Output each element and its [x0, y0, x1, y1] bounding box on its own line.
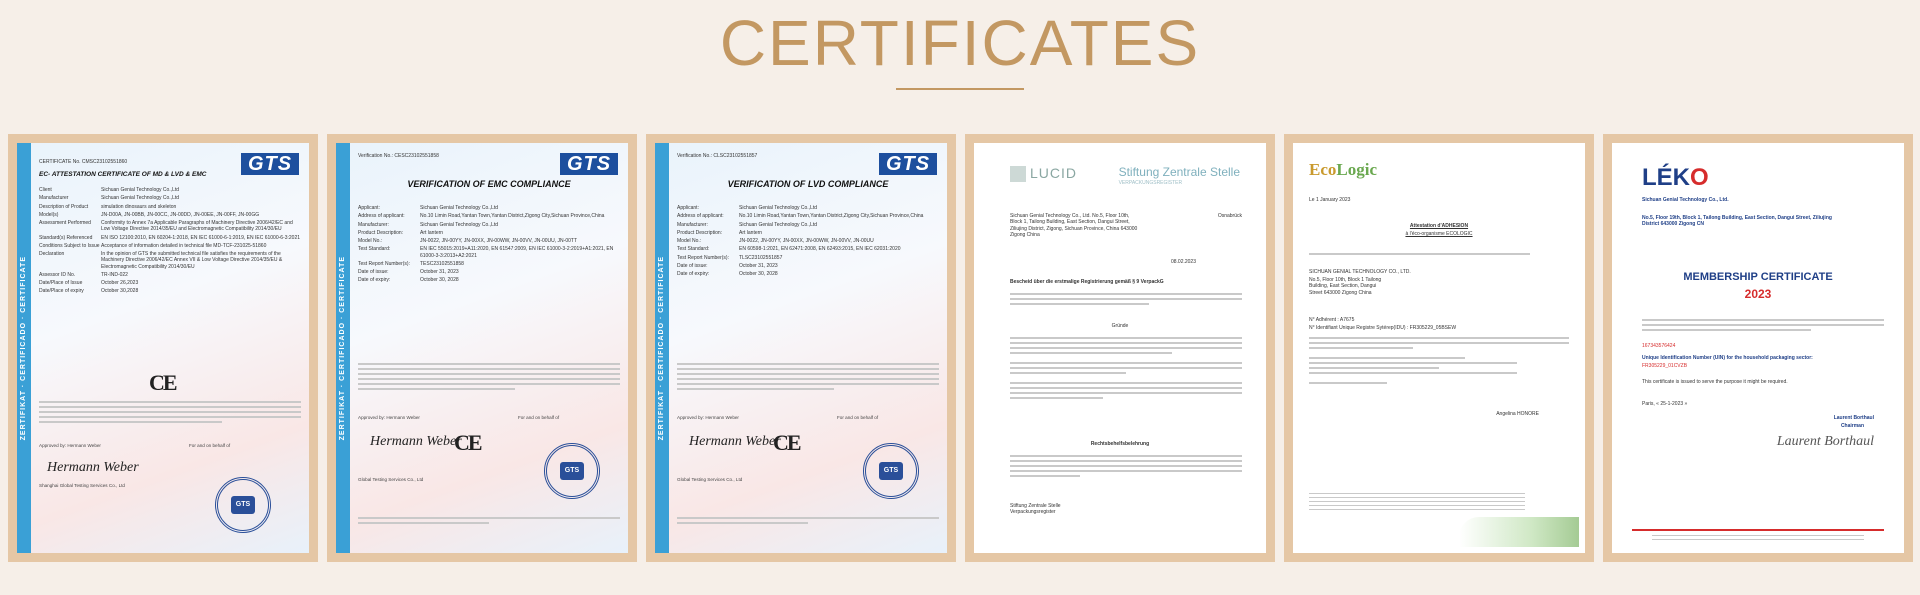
approved-by: Approved by: Hermann Weber [358, 415, 420, 420]
zentrale-stelle-logo [1119, 165, 1240, 186]
certificate-card-emc[interactable] [327, 134, 637, 562]
letter-closing: Stiftung Zentrale Stelle Verpackungsregister [1010, 503, 1061, 516]
certificate-fields [39, 187, 301, 297]
certificate-number: CERTIFICATE No. CMSC23102551860 [39, 159, 128, 165]
signer-name: Laurent Borthaul [1833, 415, 1874, 421]
ecologic-logo [1309, 159, 1377, 180]
field-label: Date of issue: [358, 269, 389, 275]
field-label: Manufacturer: [677, 221, 708, 228]
field-value: No.10 Limin Road,Yantan Town,Yantan District,Zigong City,Sichuan Province,China [739, 213, 924, 220]
letter-reasons-lines [1010, 337, 1242, 402]
certificate-heading: VERIFICATION OF EMC COMPLIANCE [407, 179, 571, 189]
field-label: Model No.: [677, 238, 702, 244]
for-behalf-label: For and on behalf of [837, 415, 879, 420]
section-heading: Gründe [1111, 323, 1129, 329]
body-text-lines [39, 401, 301, 426]
field-value: October 26,2023 [101, 280, 139, 286]
field-label: Address of applicant: [677, 213, 724, 220]
signature-image: Hermann Weber [689, 434, 781, 449]
gts-logo: GTS [241, 153, 299, 175]
recipient-address: Sichuan Genial Technology Co., Ltd. No.5, Floor 10th, Block 1, Tailong Building, East Section, Dangui Street, Ziliujing District, Zigong, Sichuan Province, China 643000 Zigong China [1010, 213, 1138, 238]
zentrale-stelle-name: Stiftung Zentrale Stelle [1118, 165, 1240, 179]
page-header [0, 0, 1920, 100]
ce-mark: CE [149, 370, 176, 395]
field-value: October 30, 2028 [420, 277, 459, 284]
footnote-lines [1309, 493, 1525, 513]
attestation-heading: Attestation d'ADHESION [1409, 223, 1469, 229]
zentrale-stelle-subtitle: VERPACKUNGSREGISTER [1118, 180, 1183, 186]
lucid-logo-mark [1010, 166, 1026, 182]
page-title: CERTIFICATES [719, 7, 1201, 79]
footer-text-lines [677, 517, 939, 527]
signature-image: Hermann Weber [370, 434, 462, 449]
field-value: Art lantern [420, 229, 444, 236]
leaves-decoration [1459, 517, 1579, 547]
body-text-lines [677, 363, 939, 393]
field-value: TR-IND-022 [101, 271, 128, 278]
field-label: Date/Place of expiry [39, 288, 84, 295]
approved-by: Approved by: Hermann Weber [39, 443, 101, 448]
certificate-side-band [655, 143, 669, 553]
issuer-name: Shanghai Global Testing Services Co., Ltd [39, 483, 125, 488]
footer-red-line [1632, 529, 1884, 531]
approved-by: Approved by: Hermann Weber [677, 415, 739, 420]
field-label: Test Report Number(s): [677, 254, 729, 261]
certificate-side-band [17, 143, 31, 553]
footer-text-lines [358, 517, 620, 527]
issuer-name: Global Testing Services Co., Ltd [677, 477, 743, 482]
field-value: JN-D00A, JN-00BB, JN-00CC, JN-00DD, JN-00EE, JN-00FF, JN-00GG [101, 211, 260, 218]
field-label: Date of expiry: [358, 277, 391, 284]
certificate-purpose: This certificate is issued to serve the purpose it might be required. [1642, 379, 1788, 385]
membership-year: 2023 [1744, 287, 1772, 301]
body-text-lines [358, 363, 620, 393]
leko-logo [1642, 163, 1709, 193]
field-label: Test Report Number(s): [358, 260, 410, 267]
ce-mark: CE [454, 430, 481, 455]
field-value: October 30, 2028 [739, 271, 778, 277]
field-value: Sichuan Genial Technology Co.,Ltd [101, 195, 180, 202]
field-label: Manufacturer: [358, 221, 389, 228]
ecologic-logo-main: Eco [1309, 160, 1337, 179]
field-label: Declaration [39, 251, 65, 257]
certificate-paper [655, 143, 947, 553]
field-label: Standard(s) Referenced [39, 234, 93, 241]
certificate-card-ecologic[interactable] [1284, 134, 1594, 562]
field-value: In the opinion of GTS the submitted technical file satisfies the requirements of the Machinery Directive 2006/42/EC Annex VII & Low Voltage Directive 2014/35/EU & Electromagnetic Compatibility 2014/30/EU [101, 251, 283, 270]
gts-logo: GTS [560, 153, 618, 175]
certificate-heading: EC- ATTESTATION CERTIFICATE OF MD & LVD & EMC [39, 171, 207, 178]
certificate-card-lvd[interactable] [646, 134, 956, 562]
gts-logo: GTS [879, 153, 937, 175]
field-value: TLSC23102551857 [739, 254, 783, 261]
leko-logo-main: LÉK [1642, 164, 1690, 191]
field-label: Address of applicant: [358, 213, 405, 220]
certificate-paper [336, 143, 628, 553]
field-value: October 31, 2023 [739, 262, 778, 269]
field-label: Applicant: [358, 205, 380, 211]
verification-number: Verification No.: CLSC23102551857 [677, 153, 758, 159]
field-label: Date/Place of Issue [39, 280, 83, 286]
certificate-fields [677, 205, 939, 279]
field-label: Conditions Subject to Issue [39, 242, 100, 249]
field-value: Sichuan Genial Technology Co.,Ltd [739, 205, 818, 211]
certificate-fields [358, 205, 620, 286]
signature-image: Hermann Weber [47, 460, 139, 475]
field-value: JN-0022, JN-00YY, JN-00XX, JN-00WW, JN-00VV, JN-00UU [739, 238, 874, 244]
letter-city: Osnabrück [1217, 213, 1242, 219]
field-label: Description of Product [39, 203, 89, 210]
letter-paper [1612, 143, 1904, 553]
field-value: Acceptance of information detailed in technical file MD-TCF-231025-51860 [101, 242, 267, 249]
field-label: Test Standard: [358, 246, 391, 253]
footer-text-lines [1652, 535, 1864, 543]
signer-title: Chairman [1840, 423, 1864, 429]
body-text-lines [1642, 319, 1884, 334]
field-label: Assessment Performed [39, 220, 91, 226]
member-number: N° Adhérent : A7675 [1309, 317, 1355, 323]
field-value: Art lantern [739, 229, 763, 236]
company-address: No.5, Floor 10th, Block 1 Tailong Building, East Section, Dangui Street 643000 Zigong China [1309, 277, 1382, 296]
for-behalf-label: For and on behalf of [189, 443, 231, 448]
lucid-logo-text: LUCID [1030, 165, 1078, 181]
uin-value: FR305229_01CVZB [1642, 363, 1688, 369]
attestation-subheading: à l'éco-organisme ECOLOGIC [1405, 231, 1473, 237]
field-value: Conformity to Annex 7a Applicable Paragraphs of Machinery Directive 2006/42/EC and Low Voltage Directive 2014/35/EU and Electromagnetic Compatibility 2014/30/EU [101, 220, 293, 233]
ecologic-logo-accent: Logic [1336, 160, 1377, 179]
field-value: Sichuan Genial Technology Co.,Ltd [739, 221, 818, 228]
letter-paper [974, 143, 1266, 553]
legal-remedy-heading: Rechtsbehelfsbelehrung [1090, 441, 1150, 447]
membership-number: 167343576424 [1642, 343, 1676, 349]
side-band-text: ZERTIFIKAT · CERTIFICADO · CERTIFICATE [657, 255, 665, 441]
field-label: Applicant: [677, 205, 699, 211]
field-value: EN IEC 55015:2019+A11:2020, EN 61547:2009, EN IEC 61000-3-2:2019+A1:2021, EN 61000-3-3:2013+A2:2021 [420, 246, 614, 259]
title-underline [896, 88, 1024, 90]
field-value: simulation dinosaurs and skeleton [101, 203, 177, 210]
place-date: Paris, « 25-1-2023 » [1642, 401, 1688, 407]
gts-seal: GTS [215, 477, 271, 533]
letter-date: Le 1 January 2023 [1309, 197, 1351, 203]
certificate-card-ce-attestation[interactable] [8, 134, 318, 562]
field-value: JN-0022, JN-00YY, JN-00XX, JN-00WW, JN-00VV, JN-00UU, JN-00TT [420, 238, 577, 244]
field-label: Model(s) [39, 211, 59, 218]
field-label: Date of issue: [677, 262, 708, 269]
field-value: October 30,2028 [101, 288, 139, 295]
field-value: TESC23102551858 [420, 260, 464, 267]
certificate-heading: VERIFICATION OF LVD COMPLIANCE [727, 179, 889, 189]
field-label: Client [39, 187, 52, 193]
letter-date: 08.02.2023 [1170, 259, 1196, 265]
unique-identifier: N° Identifiant Unique Registre Sytérep(IDU) : FR305229_05BSEW [1309, 325, 1457, 331]
field-label: Product Description: [358, 229, 404, 236]
ce-mark: CE [773, 430, 800, 455]
field-value: Sichuan Genial Technology Co.,Ltd [420, 205, 499, 211]
field-value: Sichuan Genial Technology Co.,Ltd [420, 221, 499, 228]
company-name: SICHUAN GENIAL TECHNOLOGY CO., LTD. [1309, 269, 1411, 275]
certificate-side-band [336, 143, 350, 553]
field-label: Assessor ID No. [39, 271, 76, 278]
letter-legal-lines [1010, 455, 1242, 480]
lucid-logo [1010, 165, 1077, 183]
field-value: EN ISO 12100:2010, EN 60204-1:2018, EN IEC 61000-6-1:2019, EN IEC 61000-6-3:2021 [101, 234, 301, 241]
field-value: Sichuan Genial Technology Co.,Ltd [101, 187, 180, 193]
uin-label: Unique Identification Number (UIN) for the household packaging sector: [1642, 355, 1813, 361]
certificate-paper [17, 143, 309, 553]
certificate-card-lucid-registration[interactable] [965, 134, 1275, 562]
body-text-lines [1309, 337, 1569, 387]
field-label: Model No.: [358, 238, 383, 244]
certificate-gallery [8, 134, 1912, 562]
certificate-card-leko-membership[interactable] [1603, 134, 1913, 562]
field-label: Test Standard: [677, 246, 710, 253]
issuer-name: Global Testing Services Co., Ltd [358, 477, 424, 482]
verification-number: Verification No.: CESC23102551858 [358, 153, 439, 159]
intro-text-lines [1309, 253, 1569, 258]
field-label: Product Description: [677, 229, 723, 236]
membership-title: MEMBERSHIP CERTIFICATE [1683, 271, 1833, 283]
gts-seal: GTS [544, 443, 600, 499]
signature-image: Laurent Borthaul [1776, 434, 1874, 449]
field-value: No.10 Limin Road,Yantan Town,Yantan District,Zigong City,Sichuan Province,China [420, 213, 605, 220]
field-label: Date of expiry: [677, 271, 710, 277]
side-band-text: ZERTIFIKAT · CERTIFICADO · CERTIFICATE [338, 255, 346, 441]
company-name: Sichuan Genial Technology Co., Ltd. [1642, 197, 1729, 203]
letter-body-lines [1010, 293, 1242, 308]
side-band-text: ZERTIFIKAT · CERTIFICADO · CERTIFICATE [19, 255, 27, 441]
signer-name: Angelina HONORE [1496, 411, 1539, 417]
leko-logo-accent: O [1690, 164, 1709, 191]
field-label: Manufacturer [39, 195, 69, 202]
gts-seal: GTS [863, 443, 919, 499]
letter-subject: Bescheid über die erstmalige Registrierung gemäß § 9 VerpackG [1010, 279, 1164, 285]
letter-paper [1293, 143, 1585, 553]
for-behalf-label: For and on behalf of [518, 415, 560, 420]
company-address: No.5, Floor 19th, Block 1, Tailong Building, East Section, Dangui Street, Ziliujing District 643000 Zigong CN [1642, 215, 1832, 228]
field-value: EN 60598-1:2021, EN 62471:2008, EN 62493:2015, EN IEC 62031:2020 [739, 246, 901, 253]
field-value: October 31, 2023 [420, 269, 459, 275]
